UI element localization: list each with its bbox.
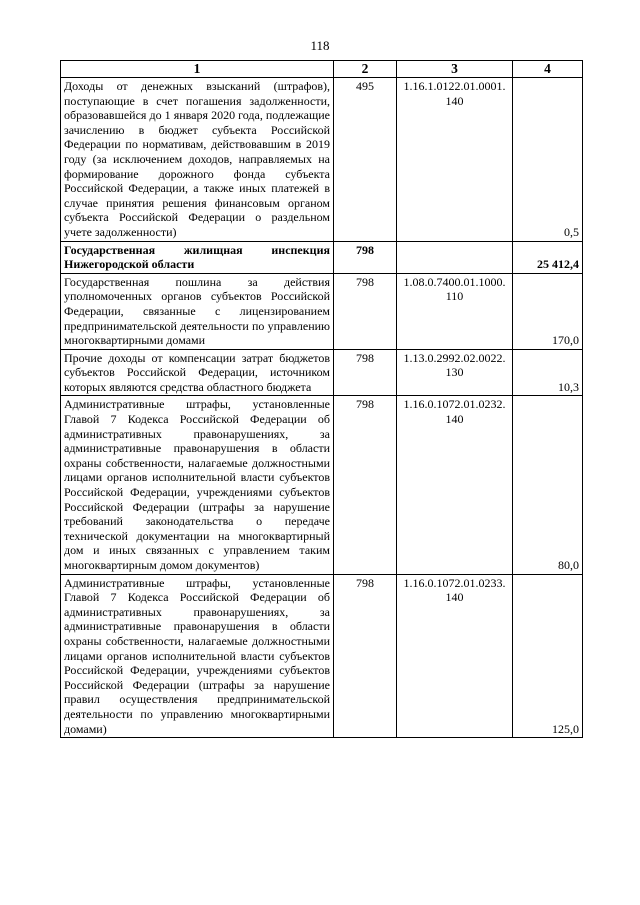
administrator-code-cell: 798: [334, 349, 397, 396]
revenue-name-cell: Административные штрафы, установленные Главой 7 Кодекса Российской Федерации об административных правонарушениях, за административные правонарушения в области охраны собственности, налагаемые должностными лицами органов исполнительной власти субъектов Российской Федерации, учреждениями субъектов Российской Федерации (штрафы за нарушение требований законодательства о передаче технической документации на многоквартирный дом и иных связанных с управлением таким многоквартирным домом документов): [61, 396, 334, 574]
budget-classification-code-cell: 1.08.0.7400.01.1000. 110: [397, 273, 513, 349]
amount-cell: 125,0: [513, 574, 583, 738]
administrator-code-cell: 495: [334, 78, 397, 242]
administrator-code-cell: 798: [334, 241, 397, 273]
amount-cell: 80,0: [513, 396, 583, 574]
table-row: [61, 396, 583, 574]
table-row: [61, 349, 583, 396]
budget-classification-code-cell: 1.16.1.0122.01.0001. 140: [397, 78, 513, 242]
table-row-section-header: [61, 241, 583, 273]
column-header: 2: [334, 61, 397, 78]
administrator-code-cell: 798: [334, 273, 397, 349]
administrator-code-cell: 798: [334, 396, 397, 574]
column-header: 4: [513, 61, 583, 78]
amount-cell: 10,3: [513, 349, 583, 396]
revenue-table: [60, 60, 583, 738]
table-row: [61, 273, 583, 349]
budget-classification-code-cell: [397, 241, 513, 273]
page-number: 118: [310, 38, 330, 53]
table-row: [61, 78, 583, 242]
revenue-name-cell: Прочие доходы от компенсации затрат бюджетов субъектов Российской Федерации, источником которых являются средства областного бюджета: [61, 349, 334, 396]
revenue-name-cell: Доходы от денежных взысканий (штрафов), поступающие в счет погашения задолженности, образовавшейся до 1 января 2020 года, подлежащие зачислению в бюджет субъекта Российской Федерации по нормативам, действовавшим в 2019 году (за исключением доходов, направляемых на формирование дорожного фонда субъекта Российской Федерации, а также иных платежей в случае принятия решения финансовым органом субъекта Российской Федерации о раздельном учете задолженности): [61, 78, 334, 242]
revenue-name-cell: Административные штрафы, установленные Главой 7 Кодекса Российской Федерации об административных правонарушениях, за административные правонарушения в области охраны собственности, налагаемые должностными лицами органов исполнительной власти субъектов Российской Федерации, учреждениями субъектов Российской Федерации (штрафы за нарушение правил осуществления предпринимательской деятельности по управлению многоквартирными домами): [61, 574, 334, 738]
administrator-code-cell: 798: [334, 574, 397, 738]
amount-cell: 170,0: [513, 273, 583, 349]
budget-classification-code-cell: 1.16.0.1072.01.0232. 140: [397, 396, 513, 574]
table-header-row: [61, 61, 583, 78]
table-row: [61, 574, 583, 738]
column-header: 1: [61, 61, 334, 78]
column-header: 3: [397, 61, 513, 78]
amount-cell: 0,5: [513, 78, 583, 242]
budget-classification-code-cell: 1.16.0.1072.01.0233. 140: [397, 574, 513, 738]
budget-classification-code-cell: 1.13.0.2992.02.0022. 130: [397, 349, 513, 396]
amount-cell: 25 412,4: [513, 241, 583, 273]
revenue-name-cell: Государственная жилищная инспекция Нижегородской области: [61, 241, 334, 273]
revenue-name-cell: Государственная пошлина за действия уполномоченных органов субъектов Российской Федерации, связанные с лицензированием предпринимательской деятельности по управлению многоквартирными домами: [61, 273, 334, 349]
